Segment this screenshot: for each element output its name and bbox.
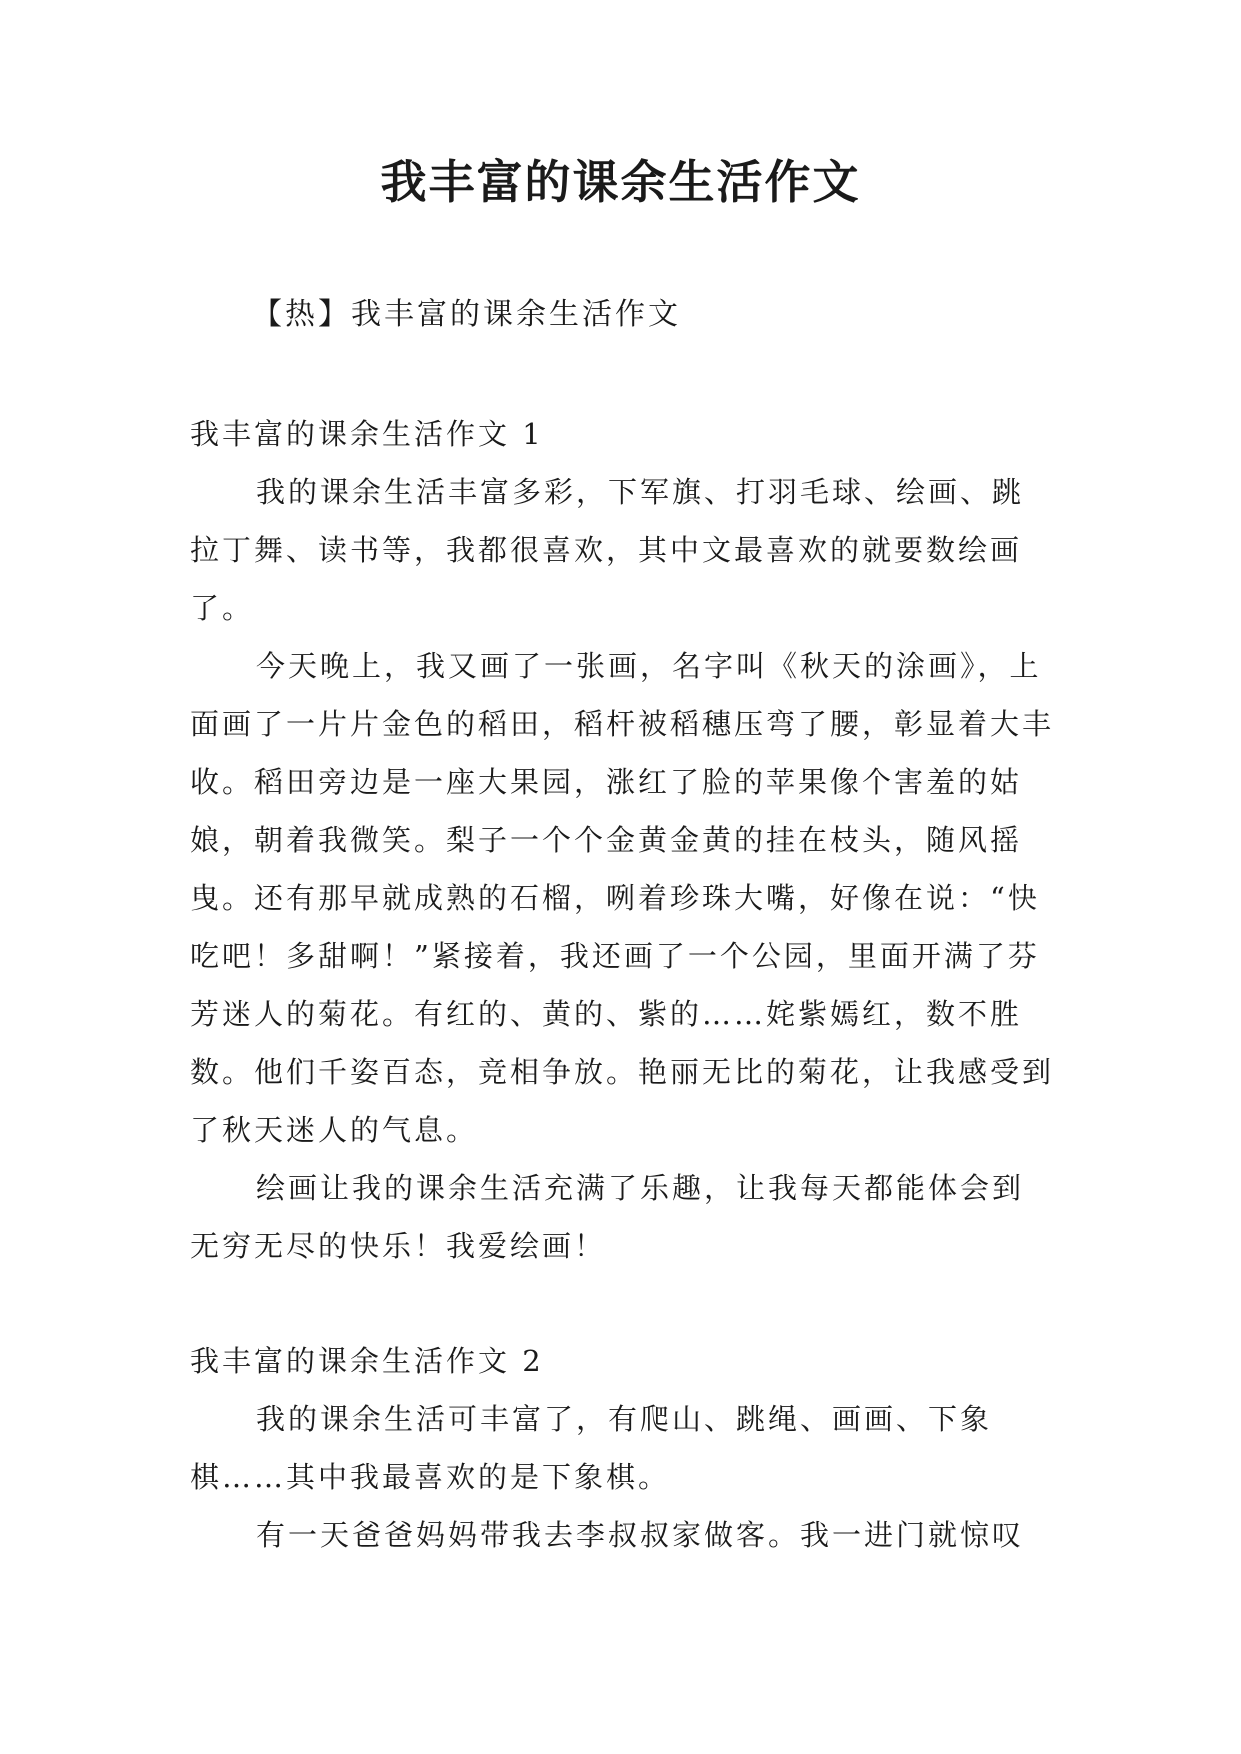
paragraph: 我的课余生活丰富多彩，下军旗、打羽毛球、绘画、跳拉丁舞、读书等，我都很喜欢，其中文最喜欢的就要数绘画了。 bbox=[190, 475, 1025, 625]
section-spacer bbox=[190, 1275, 1055, 1332]
document-title: 我丰富的课余生活作文 bbox=[380, 155, 861, 209]
paragraph: 我的课余生活可丰富了，有爬山、跳绳、画画、下象棋……其中我最喜欢的是下象棋。 bbox=[190, 1402, 993, 1494]
paragraph: 今天晚上，我又画了一张画，名字叫《秋天的涂画》，上面画了一片片金色的稻田，稻杆被稻穗压弯了腰，彰显着大丰收。稻田旁边是一座大果园，涨红了脸的苹果像个害羞的姑娘，朝着我微笑。梨子一个个金黄金黄的挂在枝头，随风摇曳。还有那早就成熟的石榴，咧着珍珠大嘴，好像在说：“快吃吧！多甜啊！”紧接着，我还画了一个公园，里面开满了芬芳迷人的菊花。有红的、黄的、紫的……姹紫嫣红，数不胜数。他们千姿百态，竞相争放。艳丽无比的菊花，让我感受到了秋天迷人的气息。 bbox=[190, 649, 1055, 1147]
section-heading: 我丰富的课余生活作文 2 bbox=[190, 1344, 544, 1378]
paragraph: 有一天爸爸妈妈带我去李叔叔家做客。我一进门就惊叹 bbox=[256, 1518, 1025, 1552]
document-subtitle: 【热】我丰富的课余生活作文 bbox=[252, 297, 681, 332]
section-heading: 我丰富的课余生活作文 1 bbox=[190, 417, 544, 451]
paragraph: 绘画让我的课余生活充满了乐趣，让我每天都能体会到无穷无尽的快乐！我爱绘画！ bbox=[190, 1171, 1025, 1263]
essay-section-2 bbox=[190, 1332, 1055, 1564]
essay-section-1 bbox=[190, 405, 1055, 1275]
document-body bbox=[190, 405, 1055, 1564]
